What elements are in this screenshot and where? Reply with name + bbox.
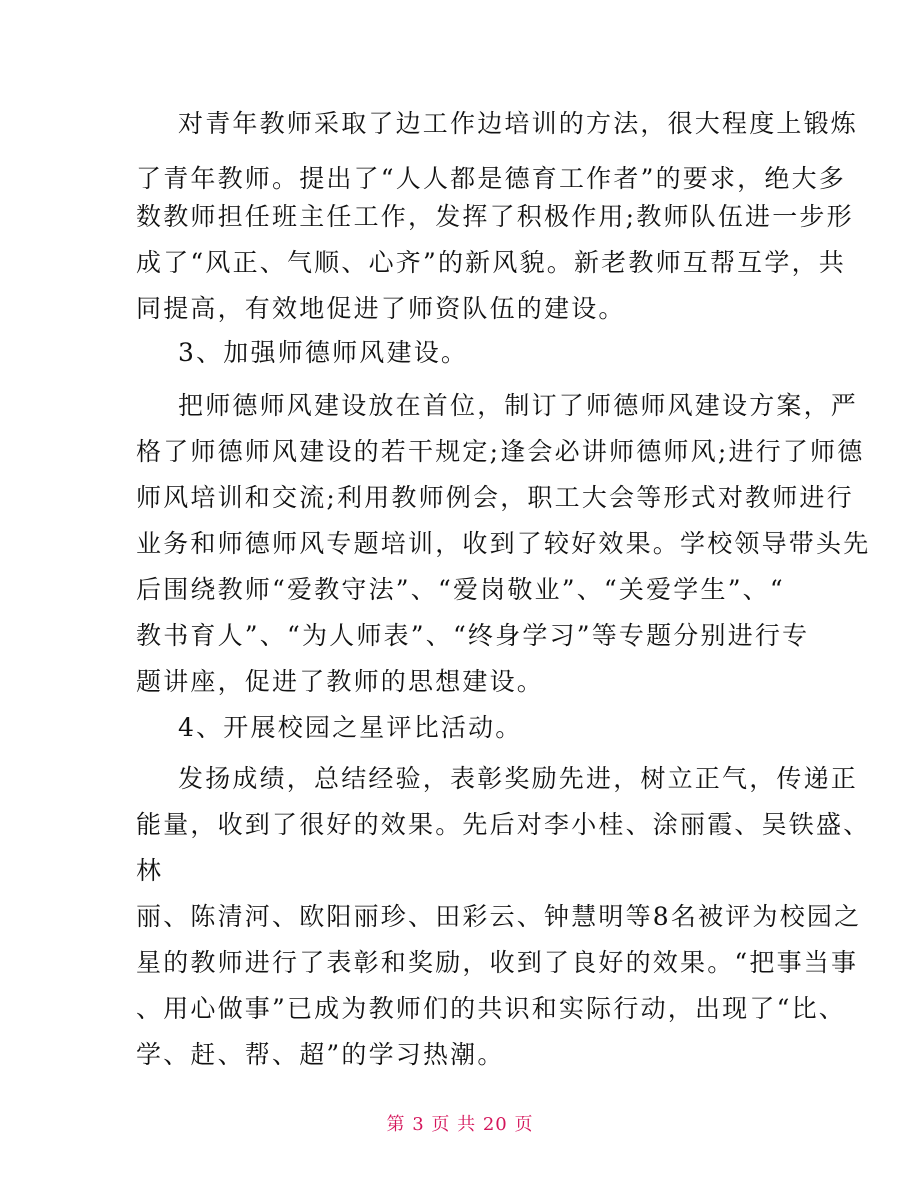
text-line: 师风培训和交流;利用教师例会，职工大会等形式对教师进行	[136, 483, 854, 512]
text-line: 业务和师德师风专题培训，收到了较好效果。学校领导带头先	[136, 529, 871, 558]
text-line: 成了“风正、气顺、心齐”的新风貌。新老教师互帮互学，共	[136, 248, 846, 277]
text-line: 把师德师风建设放在首位，制订了师德师风建设方案，严	[178, 391, 859, 420]
text-line: 对青年教师采取了边工作边培训的方法，很大程度上锻炼	[178, 109, 859, 138]
text-line: 发扬成绩，总结经验，表彰奖励先进，树立正气，传递正	[178, 764, 859, 793]
section-heading: 4、开展校园之星评比活动。	[178, 713, 523, 742]
section-heading: 3、加强师德师风建设。	[178, 338, 469, 367]
text-line: 能量，收到了很好的效果。先后对李小桂、涂丽霞、吴铁盛、	[136, 810, 871, 839]
text-line: 格了师德师风建设的若干规定;逢会必讲师德师风;进行了师德	[136, 437, 865, 466]
text-line: 后围绕教师“爱教守法”、“爱岗敬业”、“关爱学生”、“	[136, 575, 785, 604]
text-line: 星的教师进行了表彰和奖励，收到了良好的效果。“把事当事	[136, 948, 859, 977]
text-line: 题讲座，促进了教师的思想建设。	[136, 667, 545, 696]
text-line: 了青年教师。提出了“人人都是德育工作者”的要求，绝大多	[136, 164, 846, 193]
text-line: 丽、陈清河、欧阳丽珍、田彩云、钟慧明等8名被评为校园之	[136, 902, 862, 931]
text-line: 林	[136, 856, 164, 885]
text-line: 数教师担任班主任工作，发挥了积极作用;教师队伍进一步形	[136, 202, 854, 231]
text-line: 教书育人”、“为人师表”、“终身学习”等专题分别进行专	[136, 621, 810, 650]
text-line: 学、赶、帮、超”的学习热潮。	[136, 1040, 505, 1069]
text-line: 同提高，有效地促进了师资队伍的建设。	[136, 294, 626, 323]
page-number-footer: 第 3 页 共 20 页	[386, 1114, 534, 1135]
text-line: 、用心做事”已成为教师们的共识和实际行动，出现了“比、	[136, 994, 846, 1023]
